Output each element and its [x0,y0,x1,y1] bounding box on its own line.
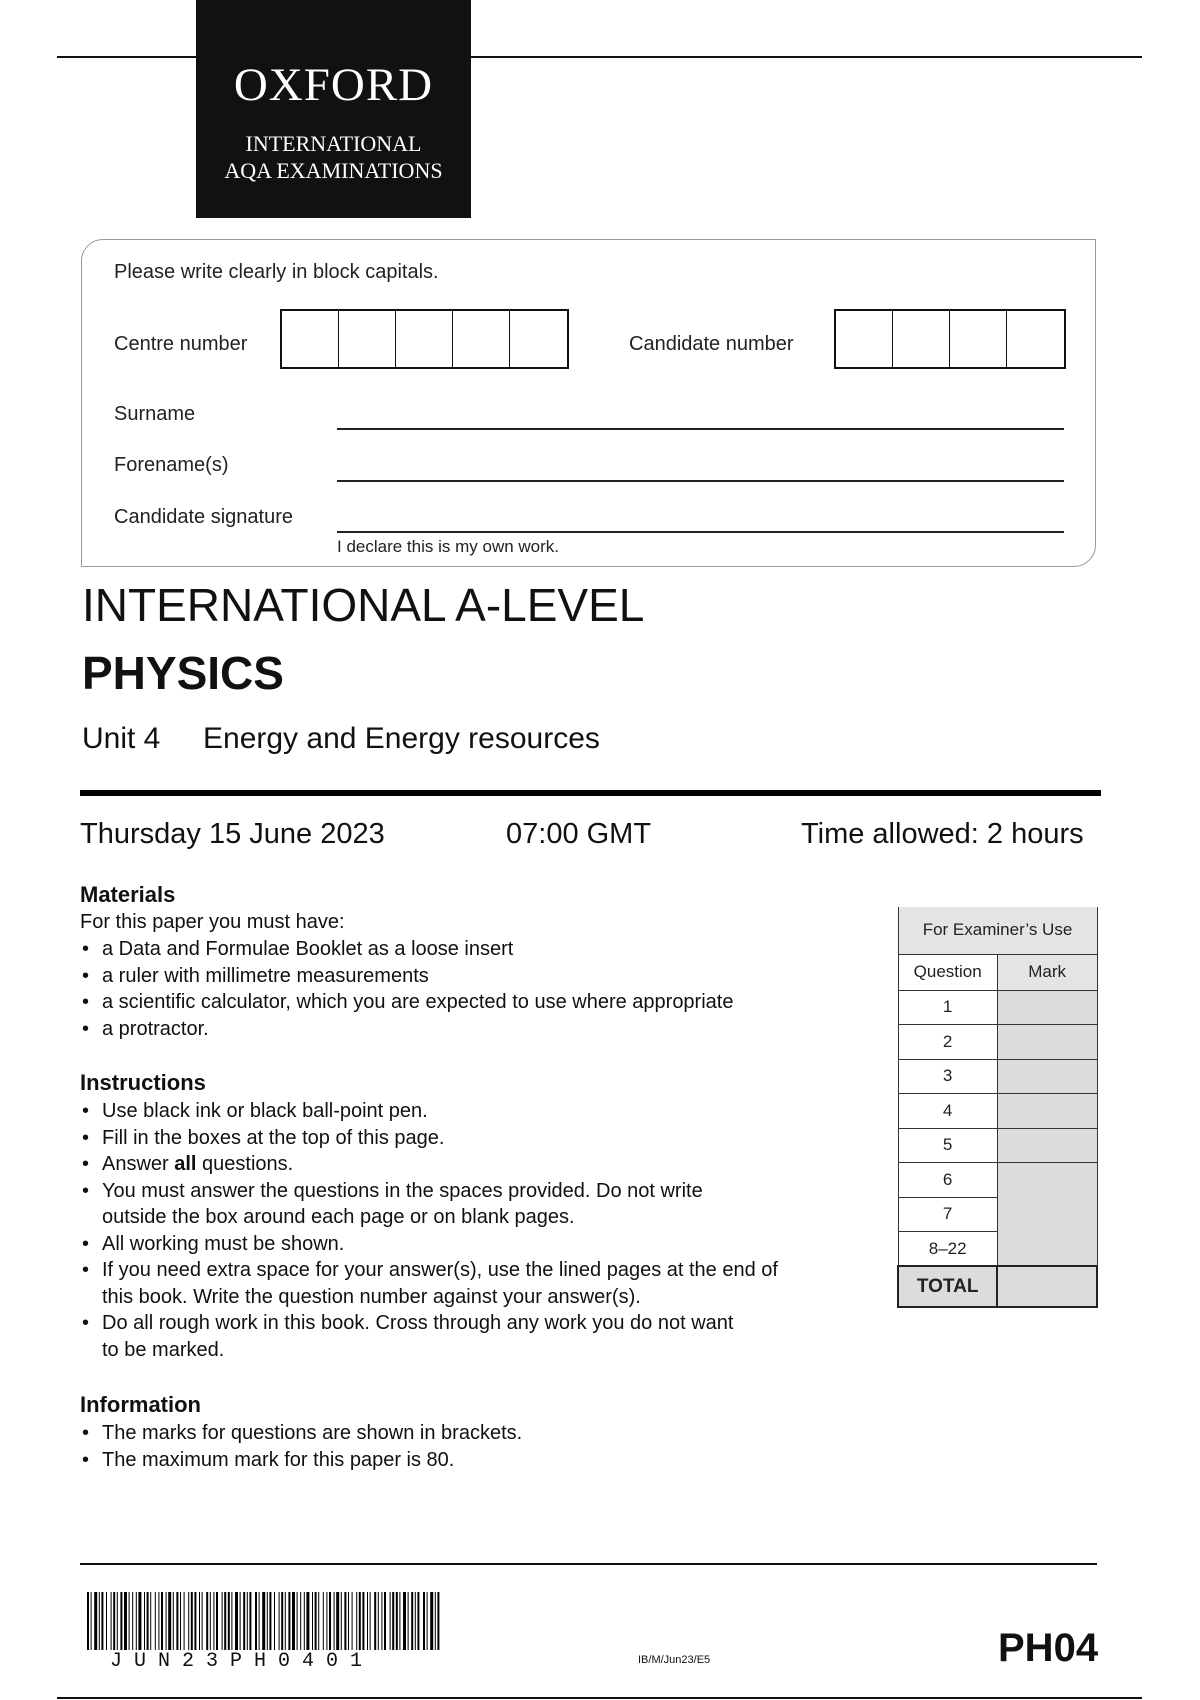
list-item: • The marks for questions are shown in brackets. [80,1420,880,1447]
declaration-text: I declare this is my own work. [337,537,560,556]
question-number: 1 [898,990,997,1025]
footer-rule [80,1563,1097,1565]
total-label: TOTAL [898,1266,997,1307]
title-divider [80,790,1101,796]
mark-cell [997,990,1097,1025]
exam-time: 07:00 GMT [506,818,652,850]
centre-digit-box[interactable] [453,311,510,367]
centre-digit-box[interactable] [339,311,396,367]
question-number: 3 [898,1059,997,1094]
list-item [80,1257,880,1310]
logo-sub-text-2: AQA EXAMINATIONS [224,158,443,183]
logo-sub-text-1: INTERNATIONAL [245,131,422,156]
instructions-list [80,1098,880,1363]
materials-heading: Materials [80,882,176,907]
total-mark-cell [997,1266,1097,1307]
surname-label: Surname [114,403,196,425]
question-number: 4 [898,1094,997,1129]
time-allowed: Time allowed: 2 hours [801,818,1084,850]
paper-reference: IB/M/Jun23/E5 [638,1654,711,1666]
materials-intro: For this paper you must have: [80,911,345,933]
list-item [80,1178,880,1231]
list-item: • a ruler with millimetre measurements [80,963,880,990]
centre-number-label: Centre number [114,333,248,355]
centre-digit-box[interactable] [282,311,339,367]
list-item-line: this book. Write the question number against your answer(s). [102,1285,641,1308]
materials-list [80,936,880,1042]
exam-date: Thursday 15 June 2023 [80,818,385,850]
unit-name: Energy and Energy resources [203,722,600,755]
list-item-line: If you need extra space for your answer(s), use the lined pages at the end of [102,1259,778,1281]
centre-number-boxes[interactable] [280,309,569,369]
candidate-digit-box[interactable] [836,311,893,367]
subject-title: PHYSICS [82,647,284,699]
mark-column-header: Mark [997,954,1097,990]
examiner-table-title: For Examiner’s Use [898,907,1097,954]
qualification-title: INTERNATIONAL A-LEVEL [82,579,645,631]
information-heading: Information [80,1392,201,1417]
answer-all-emphasis: all [174,1153,197,1175]
centre-digit-box[interactable] [396,311,453,367]
unit-number: Unit 4 [82,722,161,755]
barcode-graphic [87,1592,442,1650]
list-item-line: outside the box around each page or on blank pages. [102,1206,575,1228]
centre-digit-box[interactable] [510,311,567,367]
mark-cell [997,1025,1097,1060]
question-number: 7 [898,1197,997,1232]
signature-line[interactable] [337,531,1064,533]
barcode-text: JUN23PH0401 [110,1650,375,1673]
list-item-line: Do all rough work in this book. Cross through any work you do not want [102,1312,734,1334]
logo-main-text: OXFORD [233,59,434,111]
list-item-line: to be marked. [102,1338,225,1361]
list-item: • a protractor. [80,1016,880,1043]
mark-cell-merged [997,1163,1097,1267]
information-list [80,1420,880,1473]
examiner-use-table [897,907,1098,1308]
block-capitals-instruction: Please write clearly in block capitals. [114,261,439,283]
instructions-heading: Instructions [80,1070,206,1095]
list-item [80,1151,880,1178]
forenames-line[interactable] [337,480,1064,482]
question-column-header: Question [898,954,997,990]
oxford-aqa-logo [196,0,471,218]
list-item: • a scientific calculator, which you are expected to use where appropriate [80,989,880,1016]
mark-cell [997,1059,1097,1094]
list-item: • Fill in the boxes at the top of this page. [80,1125,880,1152]
mark-cell [997,1094,1097,1129]
surname-line[interactable] [337,428,1064,430]
paper-code: PH04 [998,1626,1099,1670]
list-item-line: You must answer the questions in the spaces provided. Do not write [102,1179,703,1202]
question-number: 5 [898,1128,997,1163]
candidate-digit-box[interactable] [1007,311,1064,367]
candidate-number-boxes[interactable] [834,309,1066,369]
question-number: 8–22 [898,1232,997,1267]
list-item: • All working must be shown. [80,1231,880,1258]
answer-post: questions. [196,1153,294,1175]
list-item: • Use black ink or black ball-point pen. [80,1098,880,1125]
bottom-edge-rule [57,1697,1142,1699]
list-item [80,1310,880,1363]
candidate-digit-box[interactable] [893,311,950,367]
question-number: 6 [898,1163,997,1198]
signature-label: Candidate signature [114,506,294,528]
answer-pre: Answer [102,1153,175,1175]
mark-cell [997,1128,1097,1163]
list-item: • The maximum mark for this paper is 80. [80,1447,880,1474]
candidate-number-label: Candidate number [629,333,794,355]
list-item: • a Data and Formulae Booklet as a loose insert [80,936,880,963]
forenames-label: Forename(s) [114,454,229,476]
question-number: 2 [898,1025,997,1060]
candidate-digit-box[interactable] [950,311,1007,367]
